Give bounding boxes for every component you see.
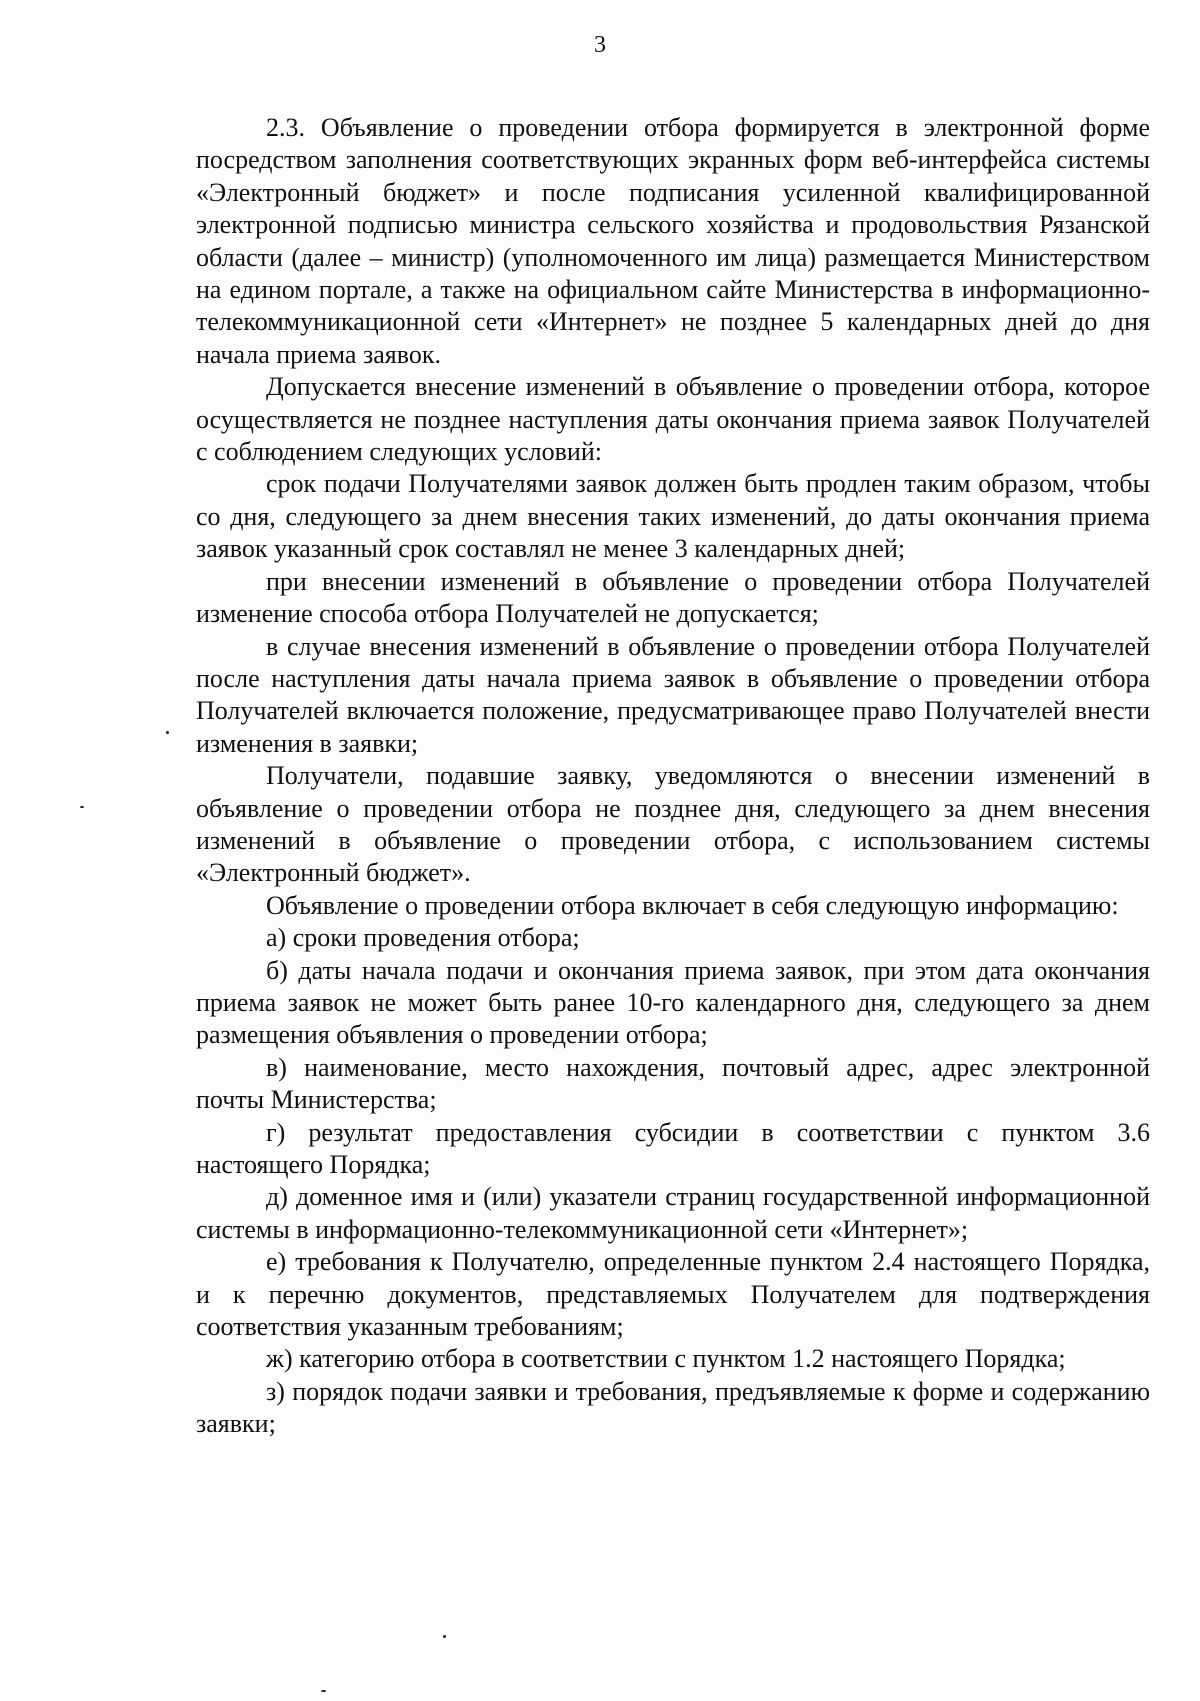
paragraph-announcement-content: Объявление о проведении отбора включает в себя следующую информацию: (266, 890, 1119, 920)
document-body (196, 112, 1150, 1441)
paragraph-notification: Получатели, подавшие заявку, уведомляются о внесении изменений в объявление о проведении отбора не позднее дня, следующего за днем внесения изменений в объявление о проведении отбора, с использованием системы «Электронный бюджет». (196, 761, 1150, 888)
paragraph-deadline-extension: срок подачи Получателями заявок должен быть продлен таким образом, чтобы со дня, следующего за днем внесения таких изменений, до даты окончания приема заявок указанный срок составлял не менее 3 календарных дней; (196, 469, 1150, 564)
list-item-v: в) наименование, место нахождения, почтовый адрес, адрес электронной почты Министерства; (196, 1052, 1150, 1115)
list-item-e: е) требования к Получателю, определенные пунктом 2.4 настоящего Порядка, и к перечню документов, представляемых Получателем для подтверждения соответствия указанным требованиям; (196, 1247, 1150, 1342)
paragraph-right-to-amend: в случае внесения изменений в объявление о проведении отбора Получателей после наступления даты начала приема заявок в объявление о проведении отбора Получателей включается положение, предусматривающее право Получателей внести изменения в заявки; (196, 631, 1150, 758)
page-number: 3 (594, 32, 606, 58)
paragraph-2-3: 2.3. Объявление о проведении отбора формируется в электронной форме посредством заполнения соответствующих экранных форм веб-интерфейса системы «Электронный бюджет» и после подписания усиленной квалифицированной электронной подписью министра сельского хозяйства и продовольствия Рязанской области (далее – министр) (уполномоченного им лица) размещается Министерством на едином портале, а также на официальном сайте Министерства в информационно-телекоммуникационной сети «Интернет» не позднее 5 календарных дней до дня начала приема заявок. (196, 113, 1150, 369)
paragraph-method-unchanged: при внесении изменений в объявление о проведении отбора Получателей изменение способа отбора Получателей не допускается; (196, 566, 1150, 629)
list-item-a: а) сроки проведения отбора; (266, 923, 580, 953)
paragraph-changes-allowed: Допускается внесение изменений в объявление о проведении отбора, которое осуществляется не позднее наступления даты окончания приема заявок Получателей с соблюдением следующих условий: (196, 372, 1150, 467)
list-item-zh: ж) категорию отбора в соответствии с пунктом 1.2 настоящего Порядка; (266, 1344, 1066, 1374)
list-item-z: з) порядок подачи заявки и требования, предъявляемые к форме и содержанию заявки; (196, 1376, 1150, 1439)
scan-speck (80, 806, 84, 808)
scan-speck (443, 1635, 446, 1638)
list-item-g: г) результат предоставления субсидии в соответствии с пунктом 3.6 настоящего Порядка; (196, 1117, 1150, 1179)
scan-speck (166, 731, 169, 734)
scan-speck (321, 1690, 326, 1692)
list-item-b: б) даты начала подачи и окончания приема заявок, при этом дата окончания приема заявок не может быть ранее 10-го календарного дня, следующего за днем размещения объявления о проведении отбора; (196, 955, 1150, 1050)
list-item-d: д) доменное имя и (или) указатели страниц государственной информационной системы в информационно-телекоммуникационной сети «Интернет»; (196, 1182, 1150, 1244)
